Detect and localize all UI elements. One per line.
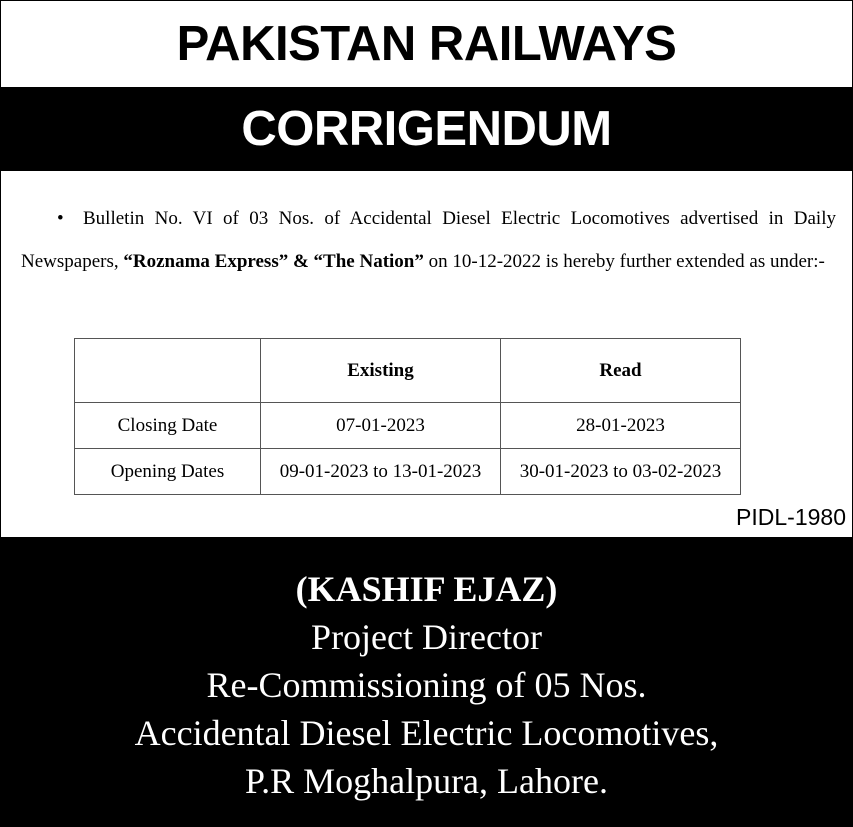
signature-line-3: P.R Moghalpura, Lahore.	[245, 761, 608, 801]
signature-line-2: Accidental Diesel Electric Locomotives,	[134, 713, 719, 753]
notice-type: CORRIGENDUM	[241, 102, 612, 156]
table-row	[75, 403, 741, 449]
signature-block	[1, 537, 852, 826]
notice-paragraph	[21, 197, 836, 283]
newspaper-1: “Roznama Express”	[123, 251, 289, 272]
table-header-cell: Existing	[261, 339, 501, 403]
signature-line-1: Re-Commissioning of 05 Nos.	[206, 665, 647, 705]
signatory-designation: Project Director	[311, 617, 542, 657]
table-cell: 30-01-2023 to 03-02-2023	[501, 449, 741, 495]
bullet-icon: •	[57, 208, 64, 229]
table-cell: Opening Dates	[75, 449, 261, 495]
notice-banner	[1, 87, 852, 171]
dates-table	[74, 338, 741, 495]
reference-number: PIDL-1980	[736, 504, 846, 530]
table-cell: Closing Date	[75, 403, 261, 449]
signatory-name: (KASHIF EJAZ)	[295, 569, 558, 609]
table-row	[75, 449, 741, 495]
table-cell: 09-01-2023 to 13-01-2023	[261, 449, 501, 495]
table-cell: 28-01-2023	[501, 403, 741, 449]
table-header-cell	[75, 339, 261, 403]
ampersand: &	[288, 251, 314, 272]
newspaper-2: “The Nation”	[313, 251, 424, 272]
table-cell: 07-01-2023	[261, 403, 501, 449]
paragraph-text-2: on 10-12-2022 is hereby further extended as under:-	[423, 251, 825, 272]
table-header-row	[75, 339, 741, 403]
paragraph-text-1: Bulletin No. VI of 03 Nos. of Accidental Diesel Electric Locomotives advertised in Daily Newspapers,	[21, 208, 836, 272]
table-header-cell: Read	[501, 339, 741, 403]
org-title: PAKISTAN RAILWAYS	[176, 17, 677, 71]
